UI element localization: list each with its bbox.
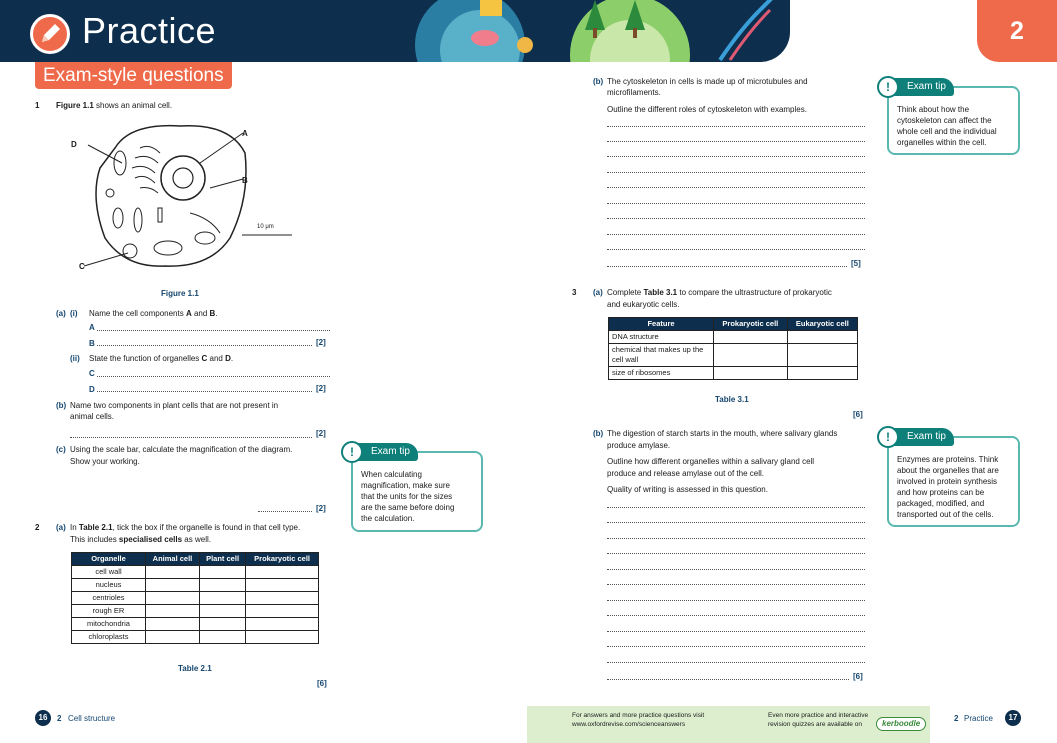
- answer-line[interactable]: [607, 600, 865, 601]
- scale-bar-label: 10 μm: [257, 224, 274, 230]
- q1a-i-text: Name the cell components A and B.: [89, 309, 218, 318]
- tick-box[interactable]: [146, 605, 200, 618]
- table-row: [72, 579, 319, 592]
- answer-cell[interactable]: [787, 367, 857, 380]
- answer-line[interactable]: [607, 234, 865, 235]
- answer-line-a[interactable]: [97, 330, 330, 331]
- answer-line[interactable]: [607, 126, 865, 127]
- answer-line-q1b[interactable]: [70, 437, 312, 438]
- answer-line[interactable]: [607, 507, 865, 508]
- exam-tip-magnification: [350, 445, 483, 532]
- label-b: B: [242, 176, 248, 185]
- answer-cell[interactable]: [787, 344, 857, 367]
- answer-line-q1c[interactable]: [258, 511, 312, 512]
- figure-caption: Figure 1.1: [161, 289, 199, 298]
- sub-ii: (ii): [70, 354, 80, 363]
- tick-box[interactable]: [246, 566, 319, 579]
- answer-line[interactable]: [607, 584, 865, 585]
- answer-line-b[interactable]: [97, 345, 312, 346]
- answer-label-d: D: [89, 385, 95, 394]
- organelle-cell: centrioles: [72, 592, 146, 605]
- table-row: [72, 592, 319, 605]
- q3b-text-4: produce and release amylase out of the cell.: [607, 469, 764, 478]
- table-row: [609, 344, 858, 367]
- table-row: [72, 618, 319, 631]
- exam-tip-title: Exam tip: [345, 443, 418, 461]
- q2b-text-1: The cytoskeleton in cells is made up of microtubules and: [607, 77, 808, 86]
- answer-line[interactable]: [607, 553, 865, 554]
- mark-q2b: [5]: [851, 259, 861, 268]
- answer-line[interactable]: [607, 187, 865, 188]
- answer-line[interactable]: [607, 615, 865, 616]
- table-header: Animal cell: [146, 553, 200, 566]
- tick-box[interactable]: [146, 566, 200, 579]
- table-header: Organelle: [72, 553, 146, 566]
- q2-part-b: (b): [593, 77, 604, 86]
- tick-box[interactable]: [246, 579, 319, 592]
- organelle-cell: nucleus: [72, 579, 146, 592]
- footer-answers-text: For answers and more practice questions visit www.oxfordrevise.com/scienceanswers: [572, 712, 705, 728]
- answer-label-b: B: [89, 339, 95, 348]
- q1c-text-1: Using the scale bar, calculate the magnification of the diagram.: [70, 445, 293, 454]
- table-2-1: [71, 552, 319, 644]
- question-number-3: 3: [572, 288, 577, 297]
- footer-chapter-right: 2: [954, 714, 959, 723]
- table-header: Feature: [609, 318, 714, 331]
- feature-cell: DNA structure: [609, 331, 714, 344]
- answer-cell[interactable]: [714, 367, 788, 380]
- exam-tip-text: Enzymes are proteins. Think about the organelles that are involved in protein synthesis and how proteins can be packaged, modified, and transported out of the cells.: [897, 455, 999, 519]
- table-3-1-caption: Table 3.1: [715, 395, 749, 404]
- section-tab: Exam-style questions: [35, 62, 232, 89]
- table-header: Prokaryotic cell: [714, 318, 788, 331]
- kerboodle-logo[interactable]: kerboodle: [876, 717, 926, 731]
- header-illustration: [380, 0, 790, 62]
- mark-q1c: [2]: [316, 504, 326, 513]
- exam-tip-title: Exam tip: [881, 78, 954, 96]
- footer-chapter-left: 2: [57, 714, 62, 723]
- mark-q1a-ii: [2]: [316, 384, 326, 393]
- mark-q1a-i: [2]: [316, 338, 326, 347]
- q2b-text-2: microfilaments.: [607, 88, 661, 97]
- header-banner: [0, 0, 790, 62]
- organelle-cell: mitochondria: [72, 618, 146, 631]
- mark-q1b: [2]: [316, 429, 326, 438]
- exam-tip-text: When calculating magnification, make sure that the units for the sizes are the same before doing the calculation.: [361, 470, 455, 523]
- answer-line[interactable]: [607, 679, 849, 680]
- footer-title-left: Cell structure: [68, 714, 116, 723]
- tick-box[interactable]: [146, 618, 200, 631]
- tick-box[interactable]: [199, 566, 245, 579]
- table-row: [72, 605, 319, 618]
- page-number-left: 16: [35, 710, 51, 726]
- tick-box[interactable]: [146, 631, 200, 644]
- table-header: Plant cell: [199, 553, 245, 566]
- footer-quiz-text: Even more practice and interactive revision quizzes are available on: [768, 712, 869, 728]
- tick-box[interactable]: [246, 631, 319, 644]
- tick-box[interactable]: [199, 618, 245, 631]
- part-a: (a): [56, 309, 66, 318]
- feature-cell: chemical that makes up the cell wall: [609, 344, 714, 367]
- tick-box[interactable]: [199, 605, 245, 618]
- tick-box[interactable]: [199, 631, 245, 644]
- organelle-cell: cell wall: [72, 566, 146, 579]
- q3a-text-2: and eukaryotic cells.: [607, 300, 680, 309]
- table-header-row: [609, 318, 858, 331]
- answer-line[interactable]: [607, 156, 865, 157]
- q3b-text-1: The digestion of starch starts in the mouth, where salivary glands: [607, 429, 838, 438]
- tick-box[interactable]: [146, 592, 200, 605]
- exam-tip-enzymes: [886, 430, 1020, 527]
- exam-tip-cytoskeleton: [886, 80, 1020, 155]
- q3-part-b: (b): [593, 429, 604, 438]
- question-number-1: 1: [35, 101, 40, 110]
- table-row: [609, 331, 858, 344]
- label-a: A: [242, 129, 248, 138]
- part-b: (b): [56, 401, 67, 410]
- answer-line-d[interactable]: [97, 391, 312, 392]
- answer-line[interactable]: [607, 172, 865, 173]
- label-c: C: [79, 262, 85, 271]
- answer-line[interactable]: [607, 631, 865, 632]
- page-title: Practice: [82, 10, 217, 51]
- q1-intro: Figure 1.1 shows an animal cell.: [56, 101, 173, 110]
- animal-cell-figure: [70, 118, 300, 278]
- mark-q3b: [6]: [853, 672, 863, 681]
- answer-cell[interactable]: [787, 331, 857, 344]
- tick-box[interactable]: [146, 579, 200, 592]
- table-2-1-caption: Table 2.1: [178, 664, 212, 673]
- q1c-text-2: Show your working.: [70, 457, 140, 466]
- q1b-text-1: Name two components in plant cells that are not present in: [70, 401, 279, 410]
- table-row: [72, 631, 319, 644]
- q3b-text-3: Outline how different organelles within a salivary gland cell: [607, 457, 815, 466]
- answer-line[interactable]: [607, 141, 865, 142]
- organelle-cell: rough ER: [72, 605, 146, 618]
- answer-line[interactable]: [607, 646, 865, 647]
- answer-line[interactable]: [607, 203, 865, 204]
- footer-title-right: Practice: [964, 714, 993, 723]
- q3b-text-2: produce amylase.: [607, 441, 671, 450]
- tick-box[interactable]: [246, 605, 319, 618]
- answer-line[interactable]: [607, 569, 865, 570]
- answer-line[interactable]: [607, 522, 865, 523]
- exclamation-icon: !: [877, 76, 899, 98]
- label-d: D: [71, 140, 77, 149]
- q2b-text-3: Outline the different roles of cytoskeleton with examples.: [607, 105, 807, 114]
- part-c: (c): [56, 445, 66, 454]
- tick-box[interactable]: [199, 592, 245, 605]
- table-row: [609, 367, 858, 380]
- q1b-text-2: animal cells.: [70, 412, 115, 421]
- organelle-cell: chloroplasts: [72, 631, 146, 644]
- tick-box[interactable]: [199, 579, 245, 592]
- answer-label-a: A: [89, 323, 95, 332]
- answer-line[interactable]: [607, 249, 865, 250]
- table-row: [72, 566, 319, 579]
- q3-part-a: (a): [593, 288, 603, 297]
- mark-q2a: [6]: [317, 679, 327, 688]
- sub-i: (i): [70, 309, 78, 318]
- pencil-icon: [30, 14, 70, 54]
- table-3-1: [608, 317, 858, 380]
- q2a-text-1: In Table 2.1, tick the box if the organelle is found in that cell type.: [70, 523, 301, 532]
- tick-box[interactable]: [246, 618, 319, 631]
- table-header-row: [72, 553, 319, 566]
- exclamation-icon: !: [341, 441, 363, 463]
- answer-label-c: C: [89, 369, 95, 378]
- q2-part-a: (a): [56, 523, 66, 532]
- exam-tip-text: Think about how the cytoskeleton can affect the whole cell and the individual organelles within the cell.: [897, 105, 997, 147]
- question-number-2: 2: [35, 523, 40, 532]
- page-number-right: 17: [1005, 710, 1021, 726]
- tick-box[interactable]: [246, 592, 319, 605]
- answer-line[interactable]: [607, 662, 865, 663]
- answers-link[interactable]: www.oxfordrevise.com/scienceanswers: [572, 721, 686, 728]
- answer-line[interactable]: [607, 218, 865, 219]
- table-header: Eukaryotic cell: [787, 318, 857, 331]
- table-header: Prokaryotic cell: [246, 553, 319, 566]
- q3a-text-1: Complete Table 3.1 to compare the ultrastructure of prokaryotic: [607, 288, 832, 297]
- feature-cell: size of ribosomes: [609, 367, 714, 380]
- chapter-number-badge: 2: [977, 0, 1057, 62]
- exam-tip-title: Exam tip: [881, 428, 954, 446]
- mark-q3a: [6]: [853, 410, 863, 419]
- answer-cell[interactable]: [714, 331, 788, 344]
- answer-cell[interactable]: [714, 344, 788, 367]
- q2a-text-2: This includes specialised cells as well.: [70, 535, 211, 544]
- q3b-text-5: Quality of writing is assessed in this question.: [607, 485, 768, 494]
- q1a-ii-text: State the function of organelles C and D.: [89, 354, 234, 363]
- answer-line[interactable]: [607, 266, 847, 267]
- answer-line[interactable]: [607, 538, 865, 539]
- exclamation-icon: !: [877, 426, 899, 448]
- answer-line-c[interactable]: [97, 376, 330, 377]
